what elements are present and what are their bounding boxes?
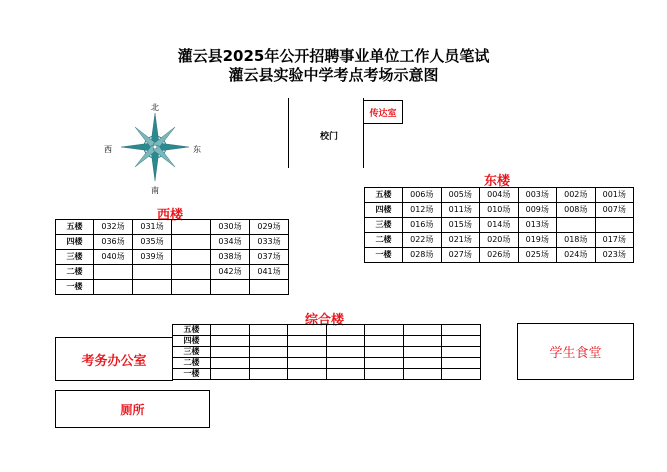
complex-building-room-cell [288,369,327,380]
west-building-floor-label: 五楼 [56,220,94,235]
east-building-room-cell: 020场 [480,233,519,248]
gate-label: 校门 [320,132,339,142]
title-line-1: 灌云县2025年公开招聘事业单位工作人员笔试 [177,47,490,65]
student-canteen: 学生食堂 [517,323,634,380]
west-building-room-cell: 041场 [250,265,289,280]
east-building-table [364,187,634,263]
east-building-floor-label: 一楼 [365,248,403,263]
west-building-label: 西楼 [157,208,184,223]
complex-building-room-cell [326,369,365,380]
east-building-room-cell: 010场 [480,203,519,218]
complex-building-table [172,324,481,380]
complex-building-room-cell [249,358,288,369]
east-building-room-cell: 026场 [480,248,519,263]
complex-building-room-cell [365,358,404,369]
east-building-row [365,233,634,248]
west-building-room-cell: 035场 [133,235,172,250]
complex-building-room-cell [403,336,442,347]
complex-building-room-cell [365,347,404,358]
east-building-room-cell: 023场 [595,248,634,263]
west-building-room-cell: 034场 [211,235,250,250]
west-building-room-cell: 042场 [211,265,250,280]
complex-building-room-cell [442,358,481,369]
west-building-room-cell [133,280,172,295]
complex-building-room-cell [211,347,250,358]
complex-building-room-cell [288,347,327,358]
east-building-room-cell: 005场 [441,188,480,203]
east-building-room-cell: 007场 [595,203,634,218]
complex-building-room-cell [403,347,442,358]
east-building-room-cell: 016场 [403,218,442,233]
east-building-room-cell [557,218,596,233]
compass-west-label: 西 [104,145,112,154]
west-building-room-cell [172,235,211,250]
west-building-floor-label: 四楼 [56,235,94,250]
complex-building-room-cell [211,358,250,369]
compass-east-label: 东 [193,145,201,154]
complex-building-room-cell [442,347,481,358]
east-building-room-cell: 027场 [441,248,480,263]
toilet: 厕所 [55,390,210,428]
west-building-room-cell: 032场 [94,220,133,235]
west-building-room-cell: 036场 [94,235,133,250]
east-building-room-cell: 018场 [557,233,596,248]
gate-left-line [288,98,289,168]
complex-building-room-cell [249,347,288,358]
east-building-room-cell: 011场 [441,203,480,218]
east-building-floor-label: 五楼 [365,188,403,203]
west-building-table [55,219,289,295]
east-building-room-cell: 019场 [518,233,557,248]
complex-building-room-cell [211,336,250,347]
complex-building-row [173,325,481,336]
complex-building-label: 综合楼 [305,313,345,328]
complex-building-room-cell [326,336,365,347]
east-building-room-cell: 006场 [403,188,442,203]
east-building-room-cell: 009场 [518,203,557,218]
complex-building-room-cell [326,325,365,336]
complex-building-floor-label: 四楼 [173,336,211,347]
complex-building-room-cell [288,358,327,369]
west-building-floor-label: 一楼 [56,280,94,295]
compass-south-label: 南 [151,186,159,195]
west-building-room-cell: 037场 [250,250,289,265]
complex-building-floor-label: 三楼 [173,347,211,358]
complex-building-room-cell [365,325,404,336]
complex-building-room-cell [211,369,250,380]
complex-building-floor-label: 二楼 [173,358,211,369]
complex-building-row [173,369,481,380]
complex-building-floor-label: 五楼 [173,325,211,336]
east-building-row [365,248,634,263]
compass-north-label: 北 [151,103,159,112]
west-building-room-cell: 033场 [250,235,289,250]
west-building-room-cell [172,280,211,295]
complex-building-room-cell [403,325,442,336]
west-building-row [56,220,289,235]
complex-building-room-cell [403,358,442,369]
complex-building-room-cell [442,325,481,336]
east-building-row [365,218,634,233]
east-building-room-cell: 001场 [595,188,634,203]
west-building-room-cell [133,265,172,280]
east-building-room-cell: 025场 [518,248,557,263]
complex-building-floor-label: 一楼 [173,369,211,380]
complex-building-room-cell [442,369,481,380]
complex-building-room-cell [365,369,404,380]
exam-office: 考务办公室 [55,337,173,381]
west-building-room-cell: 040场 [94,250,133,265]
complex-building-row [173,347,481,358]
complex-building-room-cell [326,347,365,358]
east-building-label: 东楼 [484,174,511,189]
east-building-room-cell: 013场 [518,218,557,233]
west-building-row [56,250,289,265]
complex-building-row [173,336,481,347]
east-building-floor-label: 二楼 [365,233,403,248]
west-building-row [56,235,289,250]
west-building-room-cell [250,280,289,295]
complex-building-room-cell [211,325,250,336]
west-building-row [56,265,289,280]
east-building-floor-label: 四楼 [365,203,403,218]
complex-building-room-cell [288,336,327,347]
east-building-room-cell: 017场 [595,233,634,248]
west-building-floor-label: 三楼 [56,250,94,265]
east-building-room-cell: 028场 [403,248,442,263]
west-building-room-cell: 038场 [211,250,250,265]
west-building-room-cell: 031场 [133,220,172,235]
west-building-room-cell: 029场 [250,220,289,235]
west-building-floor-label: 二楼 [56,265,94,280]
complex-building-room-cell [365,336,404,347]
east-building-room-cell: 003场 [518,188,557,203]
east-building-room-cell: 008场 [557,203,596,218]
west-building-room-cell [94,280,133,295]
west-building-room-cell [211,280,250,295]
complex-building-room-cell [403,369,442,380]
west-building-room-cell: 039场 [133,250,172,265]
guard-room: 传达室 [363,100,403,124]
west-building-room-cell [172,250,211,265]
complex-building-room-cell [442,336,481,347]
west-building-room-cell: 030场 [211,220,250,235]
west-building-row [56,280,289,295]
title-line-2: 灌云县实验中学考点考场示意图 [228,66,439,84]
east-building-room-cell: 004场 [480,188,519,203]
east-building-room-cell: 024场 [557,248,596,263]
west-building-room-cell [172,265,211,280]
east-building-room-cell: 021场 [441,233,480,248]
complex-building-room-cell [288,325,327,336]
east-building-room-cell: 022场 [403,233,442,248]
complex-building-room-cell [249,336,288,347]
east-building-row [365,203,634,218]
complex-building-room-cell [326,358,365,369]
west-building-room-cell [94,265,133,280]
complex-building-row [173,358,481,369]
west-building-room-cell [172,220,211,235]
east-building-room-cell: 002场 [557,188,596,203]
east-building-room-cell: 015场 [441,218,480,233]
complex-building-room-cell [249,369,288,380]
east-building-room-cell: 012场 [403,203,442,218]
complex-building-room-cell [249,325,288,336]
east-building-floor-label: 三楼 [365,218,403,233]
east-building-room-cell [595,218,634,233]
compass-rose-icon [118,110,192,184]
east-building-row [365,188,634,203]
east-building-room-cell: 014场 [480,218,519,233]
